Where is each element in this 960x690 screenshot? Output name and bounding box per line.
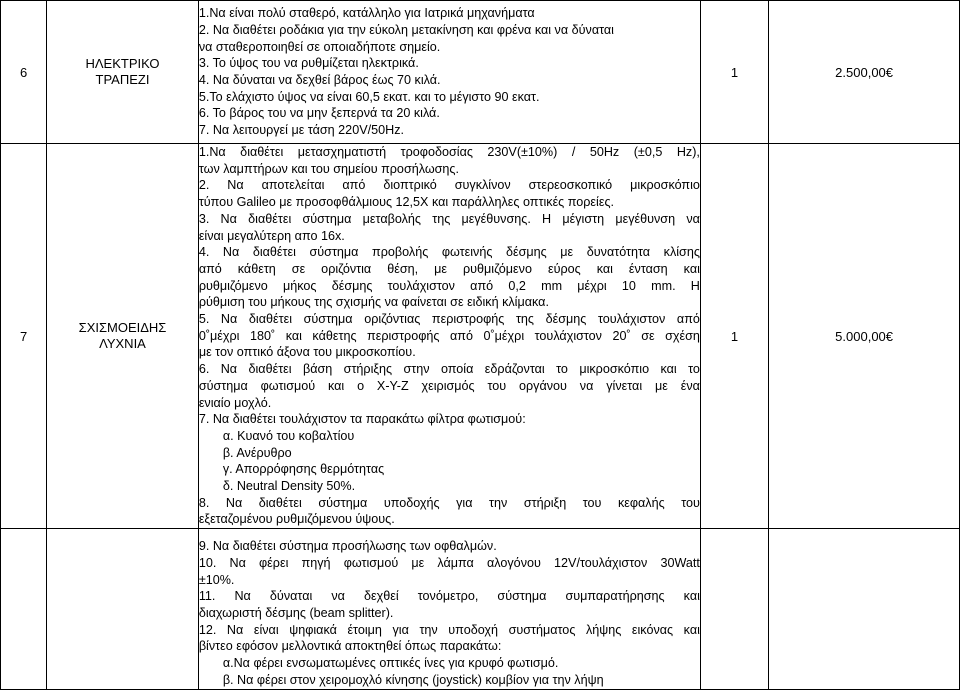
description-line: 2. Να αποτελείται από διοπτρικό συγκλίνον στερεοσκοπικό μικροσκόπιο <box>198 178 700 193</box>
item-price <box>769 529 960 689</box>
description-line: διαχωριστή δέσμης (beam splitter). <box>198 605 394 620</box>
item-name <box>47 1 199 144</box>
description-line: α. Κυανό του κοβαλτίου <box>222 428 355 443</box>
description-line: 3. Το ύψος του να ρυθμίζεται ηλεκτρικά. <box>198 56 419 71</box>
table-row <box>1 1 960 144</box>
item-quantity <box>700 529 768 689</box>
description-line: είναι μεγαλύτερη απο 16x. <box>198 228 345 243</box>
item-price: 5.000,00€ <box>769 144 960 529</box>
description-line: 4. Να δύναται να δεχθεί βάρος έως 70 κιλά. <box>198 73 441 87</box>
description-line: 1.Να διαθέτει μετασχηματιστή τροφοδοσίας 230V(±10%) / 50Hz (±0,5 Hz), <box>198 145 700 159</box>
description-line: γ. Απορρόφησης θερμότητας <box>222 462 385 477</box>
item-number: 7 <box>1 144 47 529</box>
description-line: ±10%. <box>198 572 235 587</box>
item-description <box>198 144 700 529</box>
description-line: ρύθμιση του μήκους της σχισμής να φαίνεται σε ειδική κλίμακα. <box>198 295 549 310</box>
item-number <box>1 529 47 689</box>
description-line: με τον οπτικό άξονα του μικροσκοπίου. <box>198 345 416 360</box>
item-description <box>198 1 700 144</box>
item-description <box>198 529 700 689</box>
table-row <box>1 144 960 529</box>
description-line: 3. Να διαθέτει σύστημα μεταβολής της μεγέθυνσης. Η μέγιστη μεγέθυνση να <box>198 211 700 226</box>
item-name-line: ΤΡΑΠΕΖΙ <box>95 72 150 87</box>
description-line: 4. Να διαθέτει σύστημα προβολής φωτεινής δέσμης με δυνατότητα κλίσης <box>198 245 700 260</box>
description-line: 7. Να λειτουργεί με τάση 220V/50Hz. <box>198 123 404 138</box>
description-line: 12. Να είναι ψηφιακά έτοιμη για την υποδοχή συστήματος λήψης εικόνας και <box>198 622 700 637</box>
description-line: εξεταζομένου ρυθμιζόμενου ύψους. <box>198 512 395 527</box>
description-line: 6. Να διαθέτει βάση στήριξης στην οποία εδράζονται το μικροσκόπιο και το <box>198 362 700 377</box>
description-line: 1.Να είναι πολύ σταθερό, κατάλληλο για Ιατρικά μηχανήματα <box>198 6 535 21</box>
description-line: βίντεο εφόσον μελλοντικά αποκτηθεί όπως παρακάτω: <box>198 639 502 654</box>
item-number: 6 <box>1 1 47 144</box>
item-price: 2.500,00€ <box>769 1 960 144</box>
description-line: 0˚μέχρι 180˚ και κάθετης περιστροφής από 0˚μέχρι τουλάχιστον 20˚ σε σχέση <box>198 328 700 343</box>
description-line: 10. Να φέρει πηγή φωτισμού με λάμπα αλογόνου 12V/τουλάχιστον 30Watt <box>198 555 700 570</box>
description-line: από κάθετη σε οριζόντια θέση, με ρυθμιζόμενο εύρος και ένταση και <box>198 261 700 276</box>
description-line: 11. Να δύναται να δεχθεί τονόμετρο, σύστημα συμπαρατήρησης και <box>198 589 700 604</box>
description-line: 8. Να διαθέτει σύστημα υποδοχής για την στήριξη του κεφαλής του <box>198 495 700 510</box>
item-quantity: 1 <box>700 144 768 529</box>
description-line: 5.Το ελάχιστο ύψος να είναι 60,5 εκατ. και το μέγιστο 90 εκατ. <box>198 89 540 104</box>
item-quantity: 1 <box>700 1 768 144</box>
description-line: 5. Να διαθέτει σύστημα οριζόντιας περιστροφής της δέσμης τουλάχιστον από <box>198 312 700 327</box>
description-line: 6. Το βάρος του να μην ξεπερνά τα 20 κιλά. <box>198 106 440 121</box>
description-line: α.Να φέρει ενσωματωμένες οπτικές ίνες για κρυφό φωτισμό. <box>222 656 559 671</box>
item-name-line: ΗΛΕΚΤΡΙΚΟ <box>85 56 160 71</box>
description-line: τύπου Galileo με προσοφθάλμιους 12,5X και παράλληλες οπτικές πορείες. <box>198 195 615 210</box>
description-line: ρυθμιζόμενο μήκος δέσμης τουλάχιστον από 0,2 mm μέχρι 10 mm. Η <box>198 278 700 293</box>
description-line: 7. Να διαθέτει τουλάχιστον τα παρακάτω φίλτρα φωτισμού: <box>198 412 526 427</box>
description-line: να σταθεροποιηθεί σε οποιαδήποτε σημείο. <box>198 39 441 54</box>
description-line: 9. Να διαθέτει σύστημα προσήλωσης των οφθαλμών. <box>198 539 497 554</box>
description-line: 2. Να διαθέτει ροδάκια για την εύκολη μετακίνηση και φρένα και να δύναται <box>198 22 614 37</box>
description-line: ενιαίο μοχλό. <box>198 395 272 410</box>
item-name <box>47 529 199 689</box>
item-name-line: ΛΥΧΝΙΑ <box>99 336 146 352</box>
description-line: β. Να φέρει στον χειρομοχλό κίνησης (joystick) κομβίον για την λήψη <box>222 672 604 687</box>
description-line: των λαμπτήρων και του σημείου προσήλωσης. <box>198 161 460 176</box>
description-line: δ. Neutral Density 50%. <box>222 479 356 494</box>
item-name <box>47 144 199 529</box>
item-name-line: ΣΧΙΣΜΟΕΙΔΗΣ <box>78 320 167 336</box>
description-line: β. Ανέρυθρο <box>222 445 292 460</box>
table-row <box>1 529 960 689</box>
description-line: σύστημα φωτισμού και ο Χ-Υ-Ζ χειρισμός του οργάνου να γίνεται με ένα <box>198 378 700 393</box>
